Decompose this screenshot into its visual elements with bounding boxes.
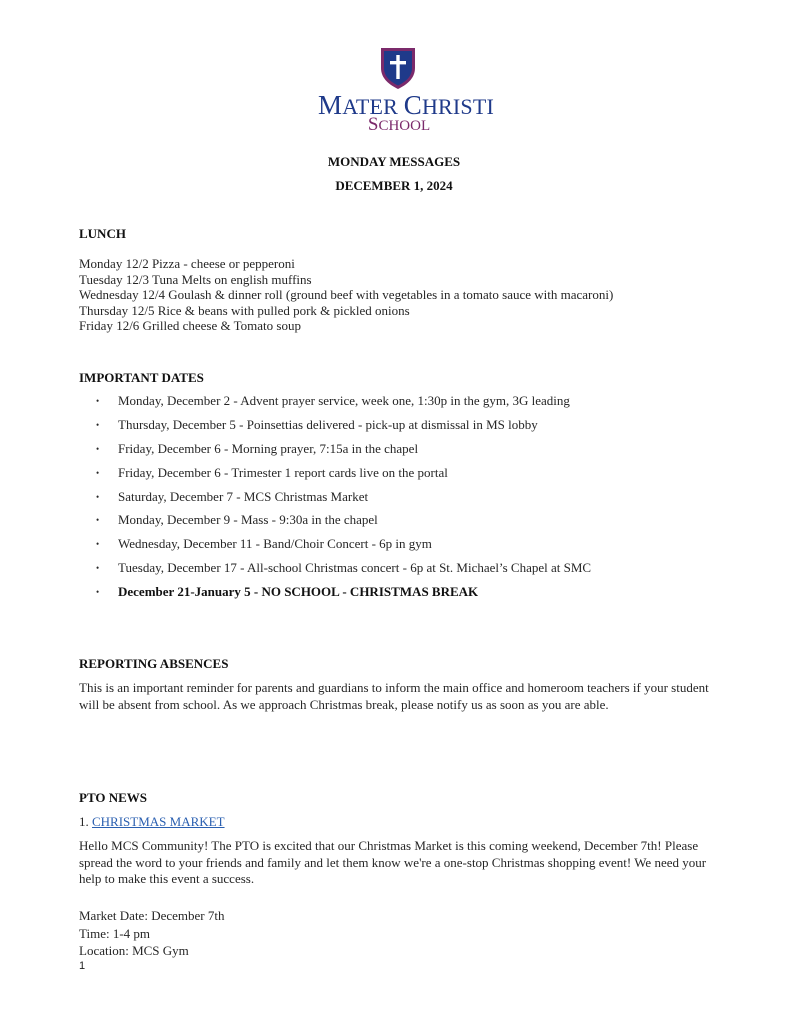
market-location: Location: MCS Gym	[79, 943, 189, 958]
list-item-text: Saturday, December 7 - MCS Christmas Market	[118, 488, 369, 504]
school-logo	[318, 46, 495, 136]
pto-item	[79, 814, 225, 830]
logo-school-name: MATER CHRISTI	[318, 90, 495, 120]
list-item: Thursday 12/5 Rice & beans with pulled pork & pickled onions	[79, 302, 410, 318]
important-dates-heading: IMPORTANT DATES	[79, 370, 204, 385]
bullet-icon: •	[96, 443, 100, 454]
bullet-icon: •	[96, 467, 100, 478]
pto-item-number: 1.	[79, 814, 89, 829]
bullet-icon: •	[96, 419, 100, 430]
bullet-icon: •	[96, 587, 100, 598]
absences-body: This is an important reminder for parents and guardians to inform the main office and homeroom teachers if your student will be absent from school. As we approach Christmas break, please notify us as soon as you are able.	[79, 680, 709, 712]
market-details	[79, 907, 224, 960]
market-date: Market Date: December 7th	[79, 908, 225, 923]
list-item-text: Thursday, December 5 - Poinsettias delivered - pick-up at dismissal in MS lobby	[118, 416, 538, 432]
pto-body: Hello MCS Community! The PTO is excited that our Christmas Market is this coming weekend, December 7th! Please spread the word to your friends and family and let them know we're a one-stop Christmas shopping event! We need your help to make this event a success.	[79, 838, 707, 886]
logo-school-word: SCHOOL	[367, 114, 431, 135]
list-item: Monday 12/2 Pizza - cheese or pepperoni	[79, 256, 295, 271]
bullet-icon: •	[96, 396, 100, 406]
page-title: MONDAY MESSAGES	[327, 154, 461, 169]
page-number: 1	[79, 960, 86, 972]
list-item-text: Wednesday, December 11 - Band/Choir Concert - 6p in gym	[118, 536, 432, 552]
list-item-text: Friday, December 6 - Trimester 1 report cards live on the portal	[118, 464, 448, 480]
shield-cross-icon	[379, 46, 417, 90]
list-item-text: Tuesday, December 17 - All-school Christmas concert - 6p at St. Michael’s Chapel at SMC	[118, 560, 592, 576]
bullet-icon: •	[96, 491, 100, 502]
list-item: Friday 12/6 Grilled cheese & Tomato soup	[79, 318, 301, 334]
bullet-icon: •	[96, 563, 100, 574]
lunch-list	[79, 256, 613, 334]
list-item: Tuesday 12/3 Tuna Melts on english muffins	[79, 271, 312, 287]
list-item: Wednesday 12/4 Goulash & dinner roll (ground beef with vegetables in a tomato sauce with macaroni)	[79, 287, 614, 303]
list-item-text: Monday, December 9 - Mass - 9:30a in the chapel	[118, 512, 378, 528]
absences-heading: REPORTING ABSENCES	[79, 656, 229, 671]
list-item-text: Monday, December 2 - Advent prayer service, week one, 1:30p in the gym, 3G leading	[118, 393, 570, 408]
pto-heading: PTO NEWS	[79, 790, 148, 805]
bullet-icon: •	[96, 539, 100, 550]
market-time: Time: 1-4 pm	[79, 925, 151, 941]
bullet-icon: •	[96, 515, 100, 526]
list-item-text: Friday, December 6 - Morning prayer, 7:15a in the chapel	[118, 440, 419, 456]
page-date: DECEMBER 1, 2024	[335, 178, 453, 193]
list-item-text: December 21-January 5 - NO SCHOOL - CHRISTMAS BREAK	[118, 584, 479, 600]
christmas-market-link[interactable]: CHRISTMAS MARKET	[92, 814, 225, 829]
lunch-heading: LUNCH	[79, 226, 126, 241]
